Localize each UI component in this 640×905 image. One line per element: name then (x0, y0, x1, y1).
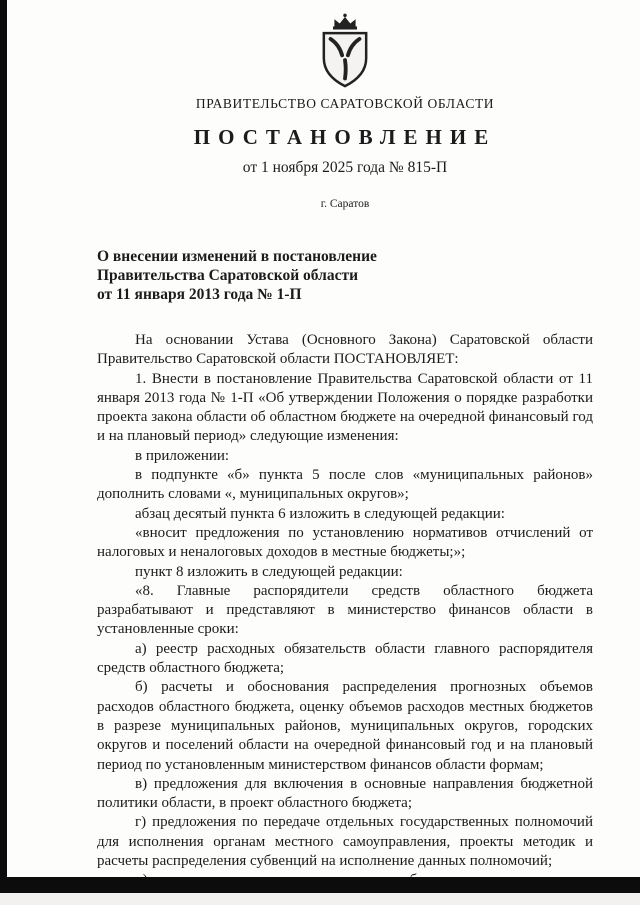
scan-edge-left (0, 0, 7, 884)
saratov-coat-of-arms-icon (316, 12, 374, 89)
doc-subject-line: О внесении изменений в постановление (97, 248, 377, 265)
paragraph: в подпункте «б» пункта 5 после слов «муниципальных районов» дополнить словами «, муниципальных округов»; (97, 467, 593, 503)
doc-subject (97, 247, 593, 304)
document-body (97, 331, 593, 905)
paragraph: б) расчеты и обоснования распределения прогнозных объемов расходов областного бюджета, оценку объемов расходов местных бюджетов в разрезе муниципальных районов, муниципальных округов, городских округов и поселений области на очередной финансовый год и на плановый период по установленным министерством финансов области формам; (97, 679, 593, 773)
paragraph: в приложении: (135, 447, 230, 464)
paragraph: «вносит предложения по установлению нормативов отчислений от налоговых и неналоговых доходов в местные бюджеты;»; (97, 524, 593, 561)
paragraph: На основании Устава (Основного Закона) Саратовской области Правительство Саратовской области ПОСТАНОВЛЯЕТ: (97, 332, 593, 368)
paragraph: в) предложения для включения в основные направления бюджетной политики области, в проект областного бюджета; (97, 775, 593, 812)
paragraph: абзац десятый пункта 6 изложить в следующей редакции: (135, 505, 505, 522)
paragraph: а) реестр расходных обязательств области главного распорядителя средств областного бюджета; (97, 640, 593, 677)
doc-type-title: ПОСТАНОВЛЕНИЕ (193, 125, 497, 149)
doc-subject-line: от 11 января 2013 года № 1-П (97, 286, 302, 303)
scan-edge-bottom (0, 877, 640, 893)
scan-foot-margin (0, 893, 640, 905)
org-name: ПРАВИТЕЛЬСТВО САРАТОВСКОЙ ОБЛАСТИ (195, 96, 495, 111)
doc-subject-line: Правительства Саратовской области (97, 267, 358, 284)
document-content (97, 0, 593, 905)
doc-city: г. Саратов (320, 198, 370, 210)
paragraph: пункт 8 изложить в следующей редакции: (135, 563, 403, 580)
paragraph: г) предложения по передаче отдельных государственных полномочий для исполнения органам местного самоуправления, проекты методик и расчеты распределения субвенций на исполнение данных полномочий; (97, 814, 593, 870)
paragraph: 1. Внести в постановление Правительства Саратовской области от 11 января 2013 года № 1-П «Об утверждении Положения о порядке разработки проекта закона области об областном бюджете на очередной финансовый год и на плановый период» следующие изменения: (97, 370, 593, 445)
paragraph: «8. Главные распорядители средств областного бюджета разрабатывают и представляют в министерство финансов области в установленные сроки: (97, 582, 593, 638)
doc-date-number: от 1 ноября 2025 года № 815-П (242, 159, 448, 176)
